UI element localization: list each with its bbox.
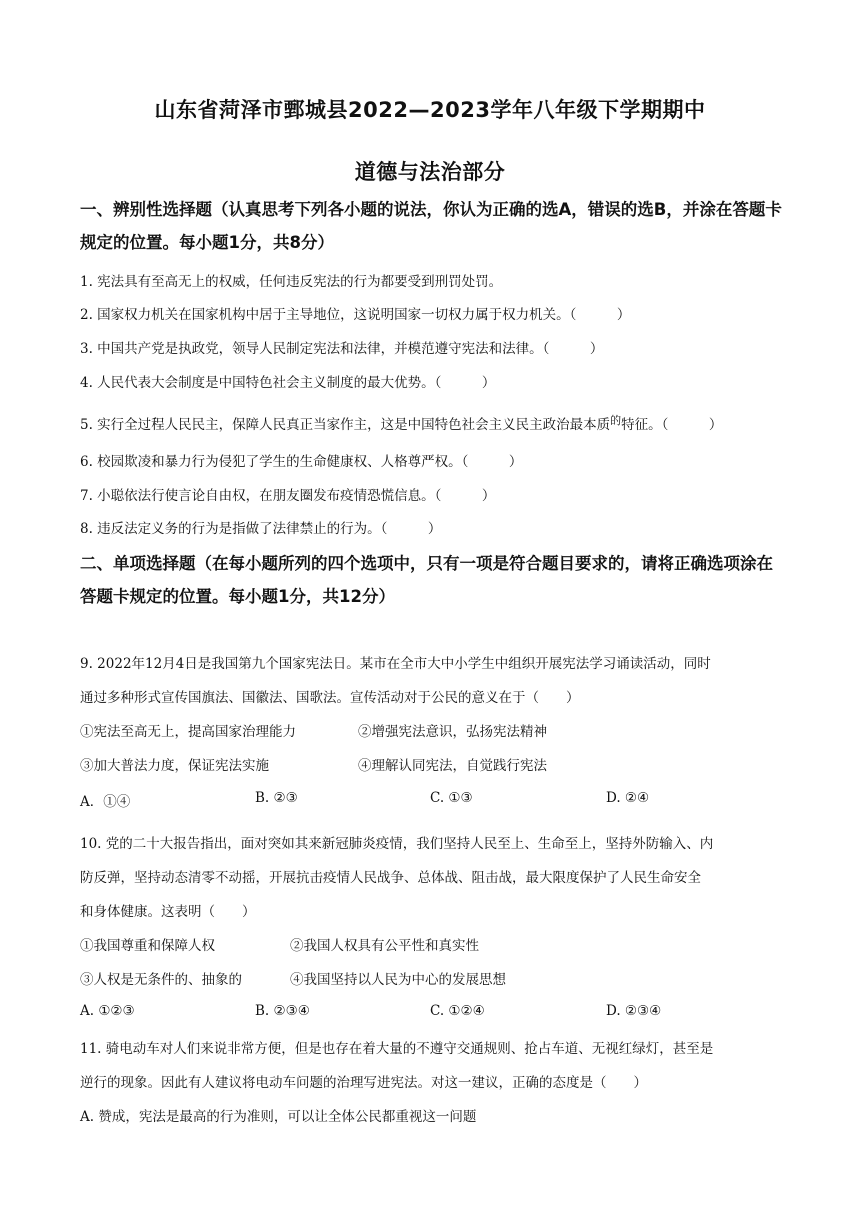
question-11-line-1: 11. 骑电动车对人们来说非常方便，但是也存在着大量的不遵守交通规则、抢占车道、无视红绿灯，甚至是 xyxy=(80,1041,714,1057)
question-4: 4. 人民代表大会制度是中国特色社会主义制度的最大优势。（ ） xyxy=(80,375,496,391)
question-5-tail: 特征。（ ） xyxy=(621,417,723,433)
question-10-line-1: 10. 党的二十大报告指出，面对突如其来新冠肺炎疫情，我们坚持人民至上、生命至上，坚持外防输入、内 xyxy=(80,836,714,852)
question-10-statement-3: ③人权是无条件的、抽象的 xyxy=(80,972,242,988)
question-10-line-2: 防反弹，坚持动态清零不动摇，开展抗击疫情人民战争、总体战、阻击战，最大限度保护了人民生命安全 xyxy=(80,870,701,886)
question-10-option-a: A. ①②③ xyxy=(80,1003,135,1019)
question-9-option-b: B. ②③ xyxy=(255,790,298,806)
question-2: 2. 国家权力机关在国家机构中居于主导地位，这说明国家一切权力属于权力机关。（ ） xyxy=(80,307,631,323)
section1-heading: 一、辨别性选择题（认真思考下列各小题的说法，你认为正确的选A，错误的选B，并涂在答题卡规定的位置。每小题1分，共8分） xyxy=(80,200,782,252)
question-9-option-a: A．①④ xyxy=(80,794,131,810)
exam-subtitle: 道德与法治部分 xyxy=(354,160,506,184)
question-9-line-2: 通过多种形式宣传国旗法、国徽法、国歌法。宣传活动对于公民的意义在于（ ） xyxy=(80,690,580,706)
question-9-statement-3: ③加大普法力度，保证宪法实施 xyxy=(80,758,269,774)
question-1: 1. 宪法具有至高无上的权威，任何违反宪法的行为都要受到刑罚处罚。 xyxy=(80,274,503,290)
question-5-superscript: 的 xyxy=(610,414,622,427)
question-10-line-3: 和身体健康。这表明（ ） xyxy=(80,904,256,920)
question-10-statement-1: ①我国尊重和保障人权 xyxy=(80,938,215,954)
question-11-option-a: A. 赞成，宪法是最高的行为准则，可以让全体公民都重视这一问题 xyxy=(80,1109,477,1125)
question-5 xyxy=(80,413,722,433)
question-9-option-c: C. ①③ xyxy=(430,790,473,806)
question-10-option-b: B. ②③④ xyxy=(255,1003,310,1019)
question-9-statement-4: ④理解认同宪法，自觉践行宪法 xyxy=(358,758,547,774)
question-9-statement-1: ①宪法至高无上，提高国家治理能力 xyxy=(80,724,296,740)
question-10-option-c: C. ①②④ xyxy=(430,1003,485,1019)
question-10-option-d: D. ②③④ xyxy=(606,1003,662,1019)
question-3: 3. 中国共产党是执政党，领导人民制定宪法和法律，并模范遵守宪法和法律。（ ） xyxy=(80,341,604,357)
question-11-line-2: 逆行的现象。因此有人建议将电动车问题的治理写进宪法。对这一建议，正确的态度是（ ） xyxy=(80,1075,647,1091)
question-9-option-d: D. ②④ xyxy=(606,790,650,806)
question-9-statement-2: ②增强宪法意识，弘扬宪法精神 xyxy=(358,724,547,740)
question-5-main: 5. 实行全过程人民民主，保障人民真正当家作主，这是中国特色社会主义民主政治最本质 xyxy=(80,417,611,433)
exam-title: 山东省菏泽市鄄城县2022—2023学年八年级下学期期中 xyxy=(154,98,706,122)
question-8: 8. 违反法定义务的行为是指做了法律禁止的行为。（ ） xyxy=(80,521,442,537)
question-7: 7. 小聪依法行使言论自由权，在朋友圈发布疫情恐慌信息。（ ） xyxy=(80,488,496,504)
question-10-statement-4: ④我国坚持以人民为中心的发展思想 xyxy=(290,972,506,988)
section2-heading: 二、单项选择题（在每小题所列的四个选项中，只有一项是符合题目要求的，请将正确选项涂在答题卡规定的位置。每小题1分，共12分） xyxy=(80,554,773,606)
question-6: 6. 校园欺凌和暴力行为侵犯了学生的生命健康权、人格尊严权。（ ） xyxy=(80,454,523,470)
question-10-statement-2: ②我国人权具有公平性和真实性 xyxy=(290,938,479,954)
question-9-line-1: 9. 2022年12月4日是我国第九个国家宪法日。某市在全市大中小学生中组织开展宪法学习诵读活动，同时 xyxy=(80,656,711,672)
